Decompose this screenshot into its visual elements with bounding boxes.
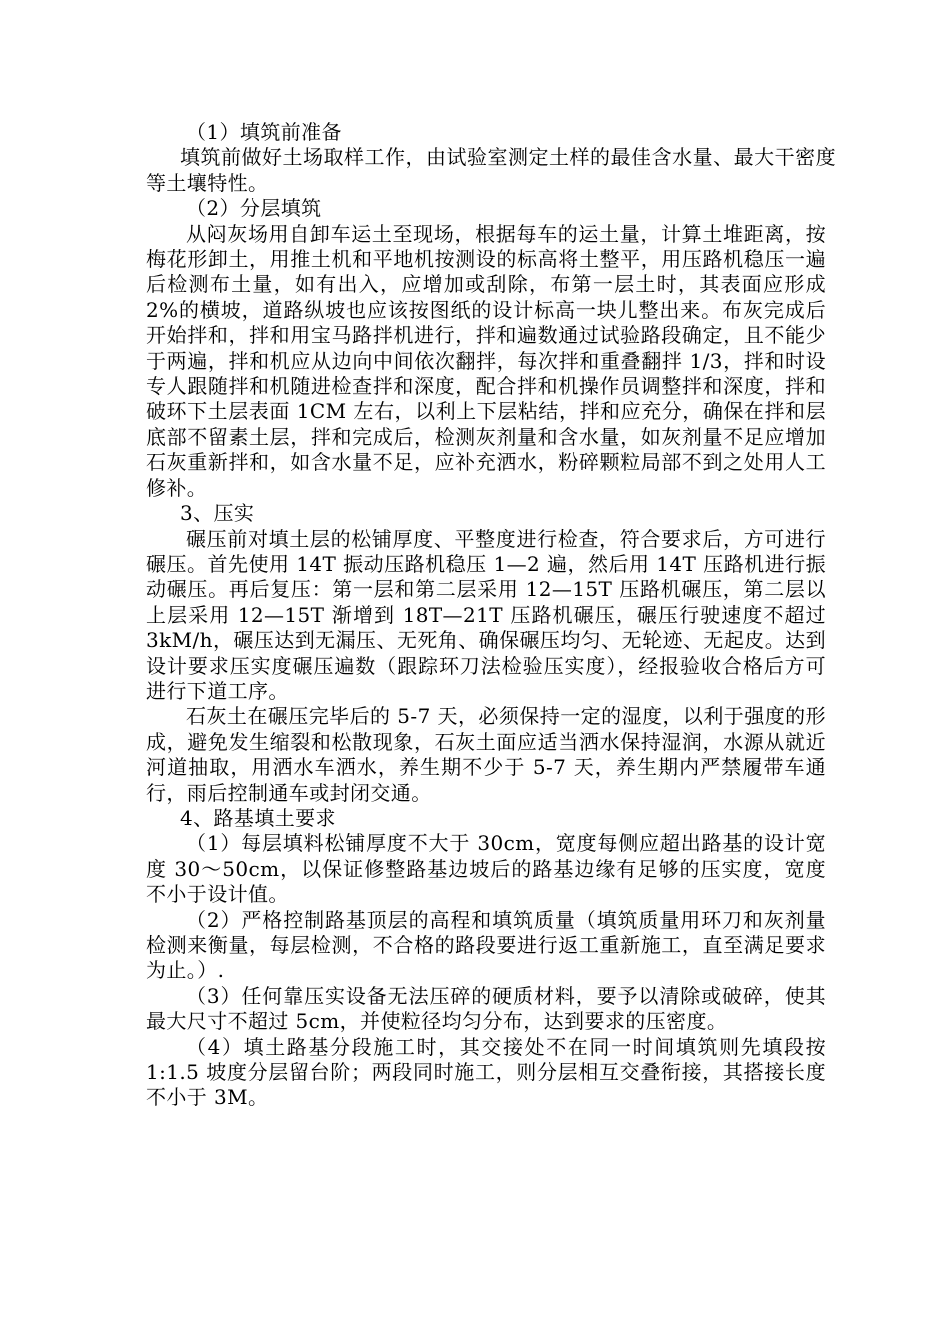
- paragraph-requirement-4: （4）填土路基分段施工时，其交接处不在同一时间填筑则先填段按 1:1.5 坡度分层留台阶；两段同时施工，则分层相互交叠衔接，其搭接长度不小于 3M。: [146, 1034, 826, 1110]
- heading-2-layered-filling: （2）分层填筑: [186, 196, 322, 221]
- paragraph-curing: 石灰土在碾压完毕后的 5-7 天，必须保持一定的湿度，以利于强度的形成，避免发生缩裂和松散现象，石灰土面应适当洒水保持湿润，水源从就近河道抽取，用洒水车洒水，养生期不少于 5-7 天，养生期内严禁履带车通行，雨后控制通车或封闭交通。: [146, 704, 826, 805]
- heading-4-fill-requirements: 4、路基填土要求: [180, 805, 336, 830]
- paragraph-compaction: 碾压前对填土层的松铺厚度、平整度进行检查，符合要求后，方可进行碾压。首先使用 14T 振动压路机稳压 1—2 遍，然后用 14T 压路机进行振动碾压。再后复压：第一层和第二层采用 12—15T 压路机碾压，第二层以上层采用 12—15T 渐增到 18T—21T 压路机碾压，碾压行驶速度不超过 3kM/h，碾压达到无漏压、无死角、确保碾压均匀、无轮迹、无起皮。达到设计要求压实度碾压遍数（跟踪环刀法检验压实度），经报验收合格后方可进行下道工序。: [146, 526, 826, 703]
- paragraph-requirement-3: （3）任何靠压实设备无法压碎的硬质材料，要予以清除或破碎，使其最大尺寸不超过 5cm，并使粒径均匀分布，达到要求的压密度。: [146, 983, 826, 1034]
- paragraph-preparation: 填筑前做好土场取样工作，由试验室测定土样的最佳含水量、最大干密度等土壤特性。: [146, 145, 836, 195]
- paragraph-requirement-2: （2）严格控制路基顶层的高程和填筑质量（填筑质量用环刀和灰剂量检测来衡量，每层检测，不合格的路段要进行返工重新施工，直至满足要求为止。）.: [146, 907, 826, 983]
- heading-3-compaction: 3、压实: [180, 501, 255, 526]
- heading-1-preparation: （1）填筑前准备: [186, 120, 342, 144]
- paragraph-requirement-1: （1）每层填料松铺厚度不大于 30cm，宽度每侧应超出路基的设计宽度 30～50cm，以保证修整路基边坡后的路基边缘有足够的压实度，宽度不小于设计值。: [146, 831, 826, 907]
- paragraph-layered-filling: 从闷灰场用自卸车运土至现场，根据每车的运土量，计算土堆距离，按梅花形卸土，用推土机和平地机按测设的标高将土整平，用压路机稳压一遍后检测布土量，如有出入，应增加或刮除，布第一层土时，其表面应形成 2%的横坡，道路纵坡也应该按图纸的设计标高一块儿整出来。布灰完成后开始拌和，拌和用宝马路拌机进行，拌和遍数通过试验路段确定，且不能少于两遍，拌和机应从边向中间依次翻拌，每次拌和重叠翻拌 1/3，拌和时设专人跟随拌和机随进检查拌和深度，配合拌和机操作员调整拌和深度，拌和破环下土层表面 1CM 左右，以利上下层粘结，拌和应充分，确保在拌和层底部不留素土层，拌和完成后，检测灰剂量和含水量，如灰剂量不足应增加石灰重新拌和，如含水量不足，应补充洒水，粉碎颗粒局部不到之处用人工修补。: [146, 221, 826, 500]
- document-body: [146, 120, 836, 1111]
